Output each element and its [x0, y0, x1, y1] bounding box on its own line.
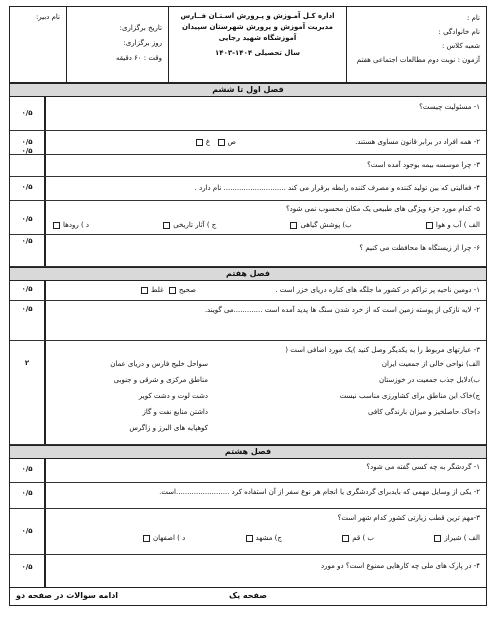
exam-title: آزمون : نوبت دوم مطالعات اجتماعی هفتم [356, 56, 480, 64]
option-a-checkbox[interactable] [426, 222, 433, 229]
option-a-label: الف ) شیراز [444, 534, 480, 542]
exam-day-label: روز برگزاری: [123, 39, 162, 47]
question-score: ۰/۵ [21, 465, 33, 473]
option-b[interactable] [287, 220, 351, 231]
option-c[interactable] [243, 533, 282, 544]
matching-question-row [10, 341, 486, 445]
question-text: ۱- گردشگر به چه کسی گفته می شود؟ [366, 463, 480, 471]
question-score: ۰/۵ [21, 147, 33, 155]
match-item-right: ب)دلایل جذب جمعیت در خوزستان [379, 376, 480, 384]
question-row [10, 459, 486, 483]
option-d-label: د ) اصفهان [153, 534, 186, 542]
match-item-right: ج)خاک این مناطق برای کشاورزی مناسب نیست [339, 392, 480, 400]
exam-header [10, 7, 486, 83]
question-text: ۲- یکی از وسایل مهمی که بایدبرای گردشگری یا انجام هر نوع سفر از آن استفاده کرد ........................است. [159, 488, 480, 496]
match-item-left: کوهپایه های البرز و زاگرس [129, 424, 208, 432]
option-b[interactable] [339, 533, 374, 544]
option-a-checkbox[interactable] [434, 535, 441, 542]
option-false-label: غ [205, 138, 211, 146]
question-text: ۱- مسئولیت چیست؟ [419, 103, 480, 111]
question-row [10, 483, 486, 509]
exam-sheet [9, 6, 487, 606]
option-c-label: ج ) آثار تاریخی [173, 221, 217, 229]
match-item-right: الف) نواحی خالی از جمعیت ایران [381, 360, 480, 368]
question-row [10, 97, 486, 131]
question-score: ۰/۵ [21, 183, 33, 191]
section-title-3: فصل هشتم [10, 445, 486, 459]
student-family-label: نام خانوادگی : [438, 28, 480, 36]
question-score: ۰/۵ [21, 109, 33, 117]
student-name-label: نام : [467, 14, 480, 22]
question-score: ۰/۵ [21, 305, 33, 313]
question-score: ۰/۵ [21, 489, 33, 497]
teacher-info [8, 7, 66, 82]
option-c-checkbox[interactable] [163, 222, 170, 229]
student-class-label: شعبه کلاس : [442, 42, 480, 50]
school-name: آموزشگاه شهید رجایی [218, 34, 297, 42]
question-score: ۰/۵ [21, 237, 33, 245]
match-item-left: مناطق مرکزی و شرقی و جنوبی [113, 376, 208, 384]
question-score: ۲ [24, 359, 30, 367]
school-year: سال تحصیلی ۱۴۰۴-۱۴۰۳ [215, 49, 300, 57]
question-text: ۲- لایه نازکی از پوسته زمین است که از خرد شدن سنگ ها پدید آمده است .............می گویند. [204, 306, 480, 314]
match-item-left: داشتن منابع نفت و گاز [142, 408, 208, 416]
q2-options [193, 137, 236, 148]
option-false-checkbox[interactable] [196, 139, 203, 146]
option-false-checkbox[interactable] [141, 287, 148, 294]
option-true-label: ص [227, 138, 236, 146]
continue-note: ادامه سوالات در صفحه دو [16, 591, 119, 600]
question-text: ۳- چرا موسسه بیمه بوجود آمده است؟ [367, 161, 480, 169]
question-text: ۶- چرا از زیستگاه ها محافظت می کنیم ؟ [359, 244, 480, 252]
page-footer [10, 587, 486, 605]
teacher-label: نام دبیر: [35, 13, 60, 21]
option-b-label: ب) پوشش گیاهی [300, 221, 352, 229]
match-item-left: سواحل خلیج فارس و دریای عمان [110, 360, 208, 368]
option-c-label: ج) مشهد [255, 534, 282, 542]
question-text: ۴- فعالیتی که بین تولید کننده و مصرف کننده رابطه برقرار می کند ............................ نام دارد . [194, 184, 480, 192]
option-true-label: صحیح [178, 286, 196, 294]
question-text: ۴- در پارک های ملی چه کارهایی ممنوع است؟ دو مورد [321, 562, 480, 570]
question-score: ۰/۵ [21, 285, 33, 293]
question-text: ۵- کدام مورد جزء ویژگی های طبیعی یک مکان محسوب نمی شود؟ [285, 205, 480, 213]
question-score: ۰/۵ [21, 527, 33, 535]
question-row [10, 235, 486, 267]
question-row [10, 201, 486, 235]
option-true-checkbox[interactable] [169, 287, 176, 294]
option-d[interactable] [140, 533, 185, 544]
match-item-right: د)خاک حاصلخیز و میزان بارندگی کافی [368, 408, 480, 416]
q5-options [50, 220, 480, 231]
option-b-checkbox[interactable] [342, 535, 349, 542]
option-a-label: الف ) آب و هوا [435, 221, 480, 229]
question-text: ۱- دومین ناحیه پر تراکم در کشور ما جلگه های کناره دریای خزر است . [275, 286, 480, 294]
option-d-checkbox[interactable] [53, 222, 60, 229]
match-item-left: دشت لوت و دشت کویر [138, 392, 208, 400]
page-number: صفحه یک [228, 591, 268, 600]
question-row [10, 555, 486, 589]
exam-date-label: تاریخ برگزاری: [119, 24, 162, 32]
question-text: ۲- همه افراد در برابر قانون مساوی هستند. [355, 138, 480, 146]
option-false-label: غلط [151, 286, 164, 294]
question-row [10, 131, 486, 155]
question-score: ۰/۵ [21, 138, 33, 146]
s2q1-options [138, 285, 196, 296]
exam-time-label: وقت : ۶۰ دقیقه [115, 54, 162, 62]
question-text: ۳-مهم ترین قطب زیارتی کشور کدام شهر است؟ [337, 514, 480, 522]
option-d-checkbox[interactable] [143, 535, 150, 542]
option-c-checkbox[interactable] [246, 535, 253, 542]
option-b-checkbox[interactable] [290, 222, 297, 229]
section-title-1: فصل اول تا ششم [10, 83, 486, 97]
option-d-label: د ) رودها [63, 221, 90, 229]
office-info [168, 7, 346, 82]
question-score: ۰/۵ [21, 215, 33, 223]
question-row [10, 147, 486, 177]
question-text: ۳- عبارتهای مربوط را به یکدیگر وصل کنید )یک مورد اضافی است ( [285, 346, 480, 354]
option-c[interactable] [160, 220, 216, 231]
option-d[interactable] [50, 220, 89, 231]
question-row [10, 177, 486, 201]
question-row [10, 281, 486, 301]
exam-info [66, 7, 168, 82]
option-a[interactable] [423, 220, 480, 231]
option-a[interactable] [431, 533, 480, 544]
option-b-label: ب ) قم [352, 534, 375, 542]
section-title-2: فصل هفتم [10, 267, 486, 281]
question-score: ۰/۵ [21, 563, 33, 571]
question-row [10, 509, 486, 555]
office-line1: اداره کـل آمـوزش و پـرورش اسـتـان فــارس [180, 12, 335, 20]
option-true-checkbox[interactable] [218, 139, 225, 146]
student-info [346, 7, 486, 82]
office-line2: مدیریت آموزش و پرورش شهرستان سپیدان [182, 23, 333, 31]
question-row [10, 301, 486, 341]
s3q3-options [140, 533, 480, 544]
